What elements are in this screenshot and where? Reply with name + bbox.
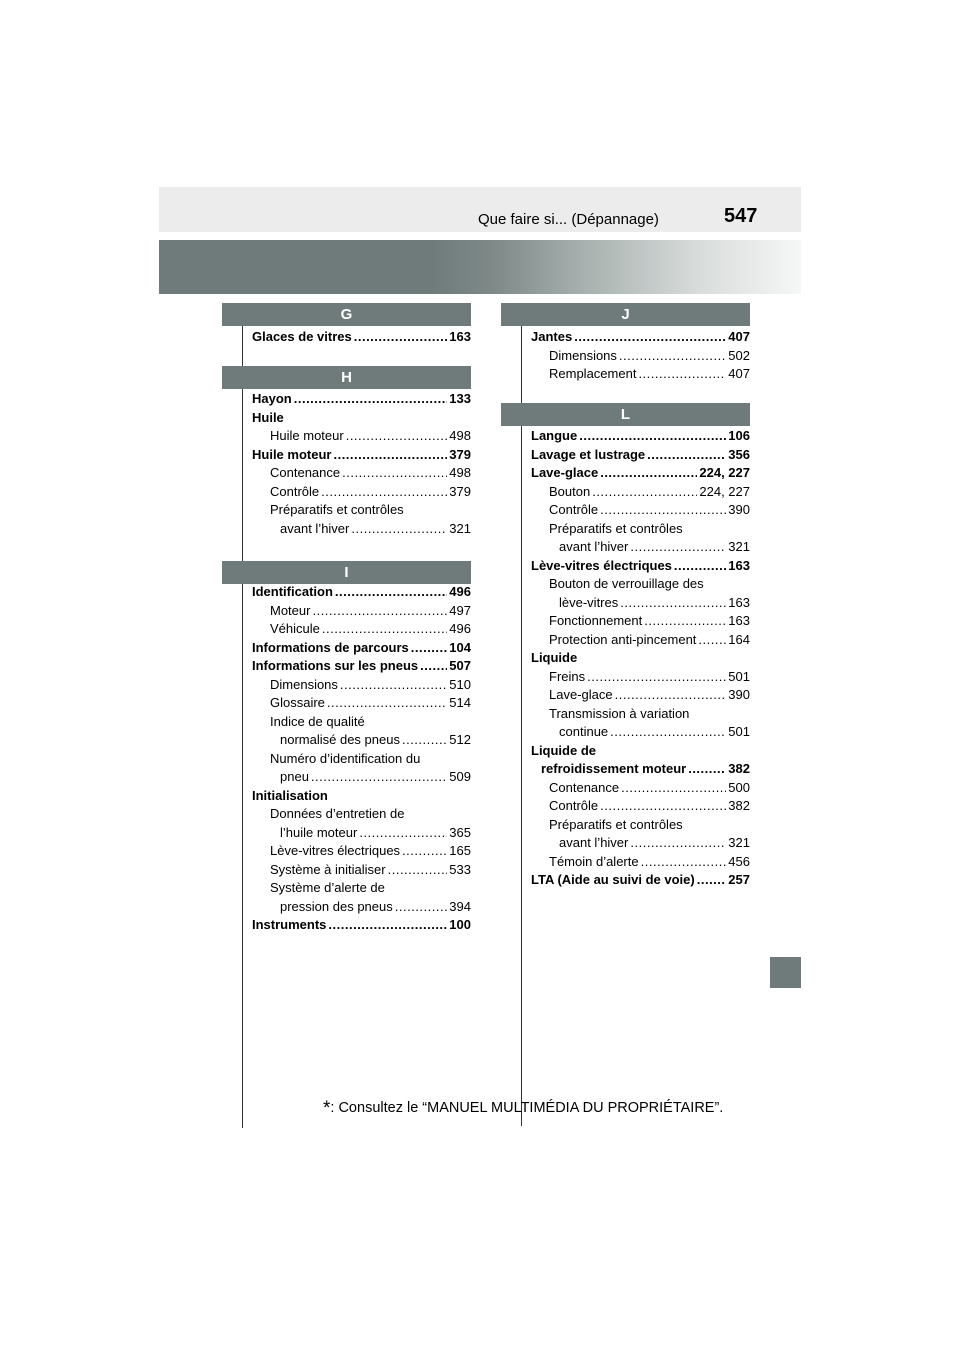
entry-page: 390 <box>728 502 750 517</box>
entry-page: 533 <box>449 861 471 877</box>
entry-page: 133 <box>449 391 471 406</box>
dot-leader <box>587 668 726 687</box>
entry-page: 163 <box>449 329 471 344</box>
entry-label: Indice de qualité <box>270 713 365 729</box>
entry-page: 509 <box>449 769 471 784</box>
index-entry <box>531 365 750 384</box>
footnote-marker: * <box>323 1098 331 1119</box>
entry-label: avant l’hiver <box>280 520 350 536</box>
entry-page: 104 <box>449 639 471 655</box>
dot-leader <box>579 427 726 446</box>
index-entry <box>252 501 471 520</box>
entry-label: Données d’entretien de <box>270 806 405 821</box>
entry-label: pneu <box>280 769 309 784</box>
dot-leader <box>333 446 447 465</box>
entry-page: 514 <box>449 695 471 710</box>
index-entry <box>252 787 471 806</box>
index-entry <box>531 834 750 853</box>
dot-leader <box>600 464 697 483</box>
section-header-j: J <box>501 303 750 326</box>
entry-page: 163 <box>728 557 750 573</box>
index-entry <box>531 427 750 446</box>
dot-leader <box>698 631 726 650</box>
index-entry <box>252 427 471 446</box>
entry-label: Jantes <box>531 329 573 344</box>
column-rule-left <box>242 326 243 1128</box>
column-rule-right <box>521 326 522 1126</box>
entry-page: 500 <box>728 779 750 795</box>
index-entry <box>252 409 471 428</box>
section-header-h: H <box>222 366 471 389</box>
entry-label: Contrôle <box>549 502 599 517</box>
entry-page: 224, 227 <box>699 483 750 499</box>
entry-page: 321 <box>449 520 471 536</box>
entry-list-l <box>531 427 750 890</box>
index-entry <box>252 657 471 676</box>
dot-leader <box>321 483 447 502</box>
index-entry <box>531 464 750 483</box>
dot-leader <box>294 390 448 409</box>
entry-label: Préparatifs et contrôles <box>549 816 683 832</box>
index-entry <box>531 557 750 576</box>
dot-leader <box>630 834 726 853</box>
entry-label: Dimensions <box>270 676 338 692</box>
index-entry <box>252 879 471 898</box>
dot-leader <box>340 676 447 695</box>
entry-label: Système d’alerte de <box>270 880 385 895</box>
entry-label: avant l’hiver <box>559 539 629 554</box>
entry-page: 224, 227 <box>699 465 750 480</box>
dot-leader <box>311 768 447 787</box>
entry-page: 106 <box>728 428 750 443</box>
index-entry <box>252 731 471 750</box>
entry-page: 394 <box>449 898 471 914</box>
dot-leader <box>697 871 727 890</box>
dot-leader <box>574 328 726 347</box>
page-header-title: Que faire si... (Dépannage) <box>478 211 659 228</box>
entry-list-i <box>252 583 471 935</box>
entry-label: Huile <box>252 409 284 425</box>
dot-leader <box>322 620 447 639</box>
entry-label: lève-vitres <box>559 594 619 610</box>
entry-label: Bouton de verrouillage des <box>549 576 704 591</box>
entry-page: 507 <box>449 658 471 673</box>
entry-label: Contrôle <box>549 798 599 813</box>
dot-leader <box>346 427 448 446</box>
index-entry <box>531 723 750 742</box>
index-entry <box>531 538 750 557</box>
dot-leader <box>610 723 726 742</box>
dot-leader <box>328 916 447 935</box>
section-header-g: G <box>222 303 471 326</box>
index-entry <box>252 805 471 824</box>
entry-page: 257 <box>728 872 750 887</box>
footnote <box>323 1098 723 1120</box>
index-entry <box>252 390 471 409</box>
index-entry <box>252 464 471 483</box>
dot-leader <box>641 853 727 872</box>
index-entry <box>531 779 750 798</box>
entry-label: Système à initialiser <box>270 861 386 877</box>
index-entry <box>252 520 471 539</box>
entry-label: Lève-vitres électriques <box>531 557 672 573</box>
index-entry <box>252 639 471 658</box>
entry-label: Identification <box>252 584 333 599</box>
entry-page: 496 <box>449 584 471 599</box>
entry-label: Protection anti-pincement <box>549 631 697 647</box>
entry-page: 407 <box>728 329 750 344</box>
dot-leader <box>395 898 448 917</box>
entry-label: Préparatifs et contrôles <box>549 520 683 536</box>
entry-page: 321 <box>728 835 750 850</box>
footnote-text: : Consultez le “MANUEL MULTIMÉDIA DU PROPRIÉTAIRE”. <box>330 1100 724 1116</box>
entry-label: Dimensions <box>549 347 617 363</box>
index-entry <box>252 768 471 787</box>
entry-label: normalisé des pneus <box>280 732 400 747</box>
dot-leader <box>351 520 447 539</box>
dot-leader <box>411 639 448 658</box>
entry-page: 407 <box>728 366 750 381</box>
index-entry <box>531 760 750 779</box>
dot-leader <box>619 347 726 366</box>
entry-page: 379 <box>449 446 471 462</box>
entry-label: Informations sur les pneus <box>252 658 419 673</box>
dot-leader <box>359 824 447 843</box>
entry-page: 510 <box>449 676 471 692</box>
entry-label: Lève-vitres électriques <box>270 843 401 858</box>
entry-label: LTA (Aide au suivi de voie) <box>531 872 695 887</box>
entry-page: 390 <box>728 687 750 702</box>
index-entry <box>252 676 471 695</box>
entry-list-h <box>252 390 471 538</box>
entry-page: 501 <box>728 668 750 684</box>
dot-leader <box>638 365 726 384</box>
entry-label: Informations de parcours <box>252 639 409 655</box>
entry-page: 163 <box>728 613 750 628</box>
entry-label: Contrôle <box>270 483 320 499</box>
entry-page: 379 <box>449 483 471 499</box>
index-entry <box>531 446 750 465</box>
index-entry <box>252 583 471 602</box>
index-entry <box>531 871 750 890</box>
index-entry <box>531 594 750 613</box>
entry-label: Témoin d’alerte <box>549 853 639 869</box>
entry-page: 321 <box>728 539 750 554</box>
entry-label: Glossaire <box>270 695 325 710</box>
entry-label: Moteur <box>270 602 311 618</box>
index-entry <box>531 742 750 761</box>
entry-label: Lavage et lustrage <box>531 446 646 462</box>
dot-leader <box>354 328 448 347</box>
entry-page: 165 <box>449 843 471 858</box>
entry-label: Initialisation <box>252 787 328 803</box>
entry-label: Liquide <box>531 650 578 665</box>
entry-label: Préparatifs et contrôles <box>270 502 404 517</box>
entry-label: Bouton <box>549 483 591 499</box>
entry-page: 164 <box>728 631 750 647</box>
index-entry <box>531 631 750 650</box>
entry-page: 498 <box>449 428 471 443</box>
entry-label: Remplacement <box>549 366 637 381</box>
entry-label: continue <box>559 724 609 739</box>
dot-leader <box>647 446 726 465</box>
entry-page: 356 <box>728 446 750 462</box>
index-entry <box>252 861 471 880</box>
entry-page: 382 <box>728 798 750 813</box>
index-entry <box>252 824 471 843</box>
entry-label: Instruments <box>252 917 327 932</box>
dot-leader <box>312 602 447 621</box>
index-entry <box>252 916 471 935</box>
entry-page: 501 <box>728 724 750 739</box>
entry-label: refroidissement moteur <box>541 761 687 776</box>
entry-label: Glaces de vitres <box>252 329 352 344</box>
chapter-tab-marker <box>770 957 801 988</box>
entry-page: 497 <box>449 602 471 618</box>
entry-list-g <box>252 328 471 347</box>
index-entry <box>531 612 750 631</box>
index-entry <box>252 620 471 639</box>
entry-page: 456 <box>728 853 750 869</box>
entry-label: Langue <box>531 428 578 443</box>
index-entry <box>531 520 750 539</box>
index-entry <box>252 328 471 347</box>
dot-leader <box>621 779 726 798</box>
index-entry <box>252 694 471 713</box>
entry-page: 496 <box>449 621 471 636</box>
entry-label: Huile moteur <box>270 428 344 443</box>
index-entry <box>531 686 750 705</box>
entry-list-j <box>531 328 750 384</box>
entry-label: Freins <box>549 668 586 684</box>
dot-leader <box>620 594 726 613</box>
entry-page: 100 <box>449 917 471 932</box>
index-entry <box>531 816 750 835</box>
entry-page: 163 <box>728 594 750 610</box>
dot-leader <box>335 583 447 602</box>
dot-leader <box>600 501 726 520</box>
entry-label: l’huile moteur <box>280 824 358 840</box>
dot-leader <box>420 657 447 676</box>
index-entry <box>531 797 750 816</box>
dot-leader <box>644 612 726 631</box>
dot-leader <box>615 686 727 705</box>
entry-label: Liquide de <box>531 742 596 758</box>
entry-label: Contenance <box>270 465 341 480</box>
dot-leader <box>688 760 726 779</box>
index-entry <box>252 446 471 465</box>
index-entry <box>531 649 750 668</box>
index-entry <box>252 483 471 502</box>
entry-label: Numéro d’identification du <box>270 750 421 766</box>
entry-page: 365 <box>449 824 471 840</box>
entry-page: 498 <box>449 465 471 480</box>
dot-leader <box>674 557 726 576</box>
index-entry <box>531 705 750 724</box>
dot-leader <box>388 861 448 880</box>
section-header-l: L <box>501 403 750 426</box>
index-entry <box>252 602 471 621</box>
entry-label: Véhicule <box>270 621 320 636</box>
index-entry <box>531 575 750 594</box>
dot-leader <box>600 797 726 816</box>
dot-leader <box>630 538 726 557</box>
index-entry <box>252 713 471 732</box>
page-number: 547 <box>724 205 758 227</box>
entry-label: Lave-glace <box>531 465 599 480</box>
index-entry <box>252 750 471 769</box>
dot-leader <box>402 842 447 861</box>
index-entry <box>252 842 471 861</box>
entry-label: avant l’hiver <box>559 835 629 850</box>
index-entry <box>531 347 750 366</box>
dot-leader <box>327 694 447 713</box>
index-entry <box>531 853 750 872</box>
dot-leader <box>592 483 697 502</box>
index-entry <box>531 501 750 520</box>
entry-label: Hayon <box>252 391 292 406</box>
dot-leader <box>402 731 447 750</box>
entry-label: Lave-glace <box>549 687 613 702</box>
chapter-banner <box>159 240 801 294</box>
index-entry <box>531 483 750 502</box>
entry-page: 512 <box>449 732 471 747</box>
entry-label: Transmission à variation <box>549 705 690 721</box>
index-entry <box>531 328 750 347</box>
entry-label: Fonctionnement <box>549 613 643 628</box>
index-entry <box>531 668 750 687</box>
dot-leader <box>342 464 447 483</box>
entry-page: 382 <box>728 761 750 776</box>
entry-label: Contenance <box>549 779 620 795</box>
entry-label: Huile moteur <box>252 446 332 462</box>
index-entry <box>252 898 471 917</box>
entry-label: pression des pneus <box>280 898 393 914</box>
entry-page: 502 <box>728 347 750 363</box>
section-header-i: I <box>222 561 471 584</box>
